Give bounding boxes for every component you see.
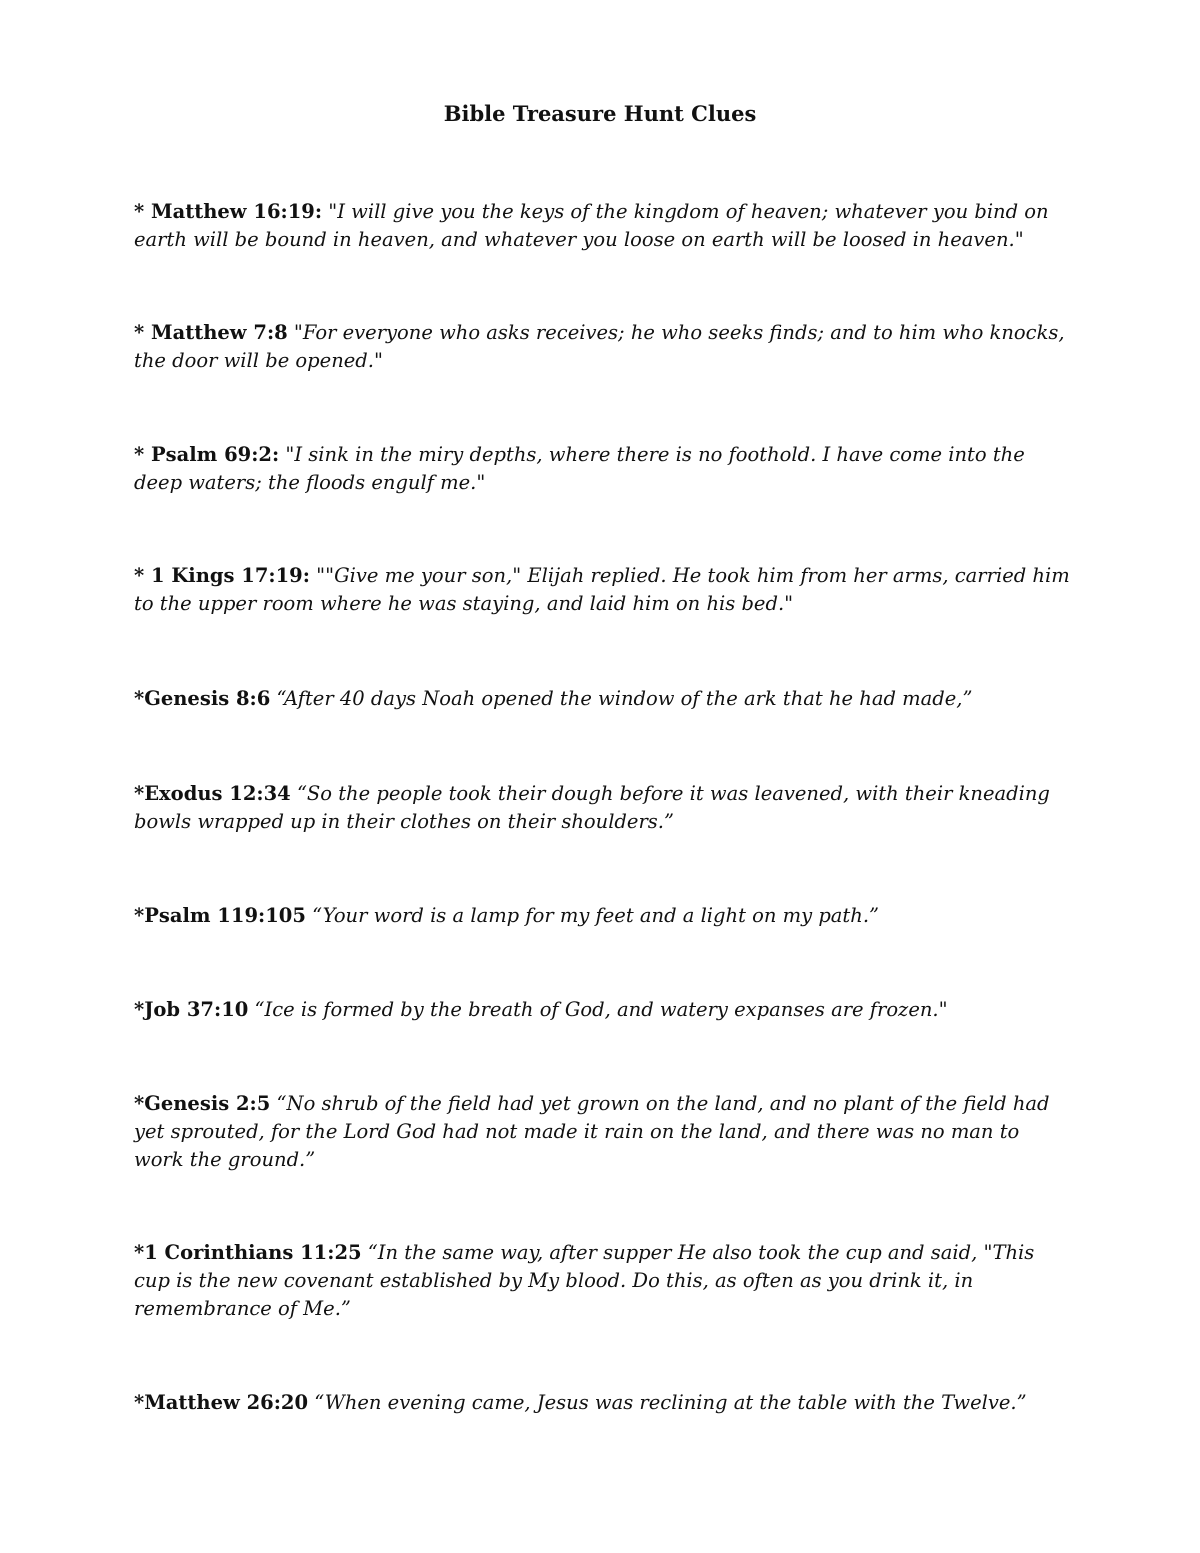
clue-1-kings-17-19 bbox=[134, 562, 1074, 618]
clue-1-corinthians-11-25 bbox=[134, 1239, 1074, 1323]
clue-reference: *Job 37:10 bbox=[134, 998, 249, 1021]
clue-verse: "I sink in the miry depths, where there is no foothold. I have come into the deep waters; the floods engulf me." bbox=[134, 443, 1025, 494]
clue-verse: "For everyone who asks receives; he who seeks finds; and to him who knocks, the door will be opened." bbox=[134, 321, 1065, 372]
clue-verse: “Your word is a lamp for my feet and a light on my path.” bbox=[312, 904, 879, 927]
clue-exodus-12-34 bbox=[134, 780, 1074, 836]
clue-reference: * 1 Kings 17:19: bbox=[134, 564, 310, 587]
clue-reference: *Exodus 12:34 bbox=[134, 782, 291, 805]
clue-reference: *1 Corinthians 11:25 bbox=[134, 1241, 362, 1264]
clue-reference: * Matthew 7:8 bbox=[134, 321, 288, 344]
clue-matthew-7-8 bbox=[134, 319, 1074, 375]
clue-reference: *Matthew 26:20 bbox=[134, 1391, 309, 1414]
clue-verse: “In the same way, after supper He also took the cup and said, "This cup is the new covenant established by My blood. Do this, as often as you drink it, in remembrance of Me.” bbox=[134, 1241, 1035, 1320]
clue-verse: “When evening came, Jesus was reclining at the table with the Twelve.” bbox=[314, 1391, 1027, 1414]
clue-verse: “No shrub of the field had yet grown on the land, and no plant of the field had yet sprouted, for the Lord God had not made it rain on the land, and there was no man to work the ground.” bbox=[134, 1092, 1050, 1171]
clue-reference: *Psalm 119:105 bbox=[134, 904, 306, 927]
clue-verse: “After 40 days Noah opened the window of the ark that he had made,” bbox=[276, 687, 973, 710]
clue-matthew-16-19 bbox=[134, 198, 1074, 254]
clue-genesis-8-6 bbox=[134, 685, 1074, 713]
clue-reference: * Matthew 16:19: bbox=[134, 200, 323, 223]
clue-verse: “Ice is formed by the breath of God, and watery expanses are frozen." bbox=[254, 998, 948, 1021]
clue-job-37-10 bbox=[134, 996, 1074, 1024]
clue-verse: "I will give you the keys of the kingdom of heaven; whatever you bind on earth will be bound in heaven, and whatever you loose on earth will be loosed in heaven." bbox=[134, 200, 1049, 251]
clue-psalm-69-2 bbox=[134, 441, 1074, 497]
clue-verse: “So the people took their dough before it was leavened, with their kneading bowls wrapped up in their clothes on their shoulders.” bbox=[134, 782, 1050, 833]
document-title: Bible Treasure Hunt Clues bbox=[443, 101, 757, 126]
clue-reference: *Genesis 2:5 bbox=[134, 1092, 271, 1115]
clue-matthew-26-20 bbox=[134, 1389, 1074, 1417]
clue-verse: ""Give me your son," Elijah replied. He took him from her arms, carried him to the upper room where he was staying, and laid him on his bed." bbox=[134, 564, 1070, 615]
clue-reference: * Psalm 69:2: bbox=[134, 443, 280, 466]
clue-psalm-119-105 bbox=[134, 902, 1074, 930]
clue-genesis-2-5 bbox=[134, 1090, 1074, 1174]
clue-reference: *Genesis 8:6 bbox=[134, 687, 271, 710]
